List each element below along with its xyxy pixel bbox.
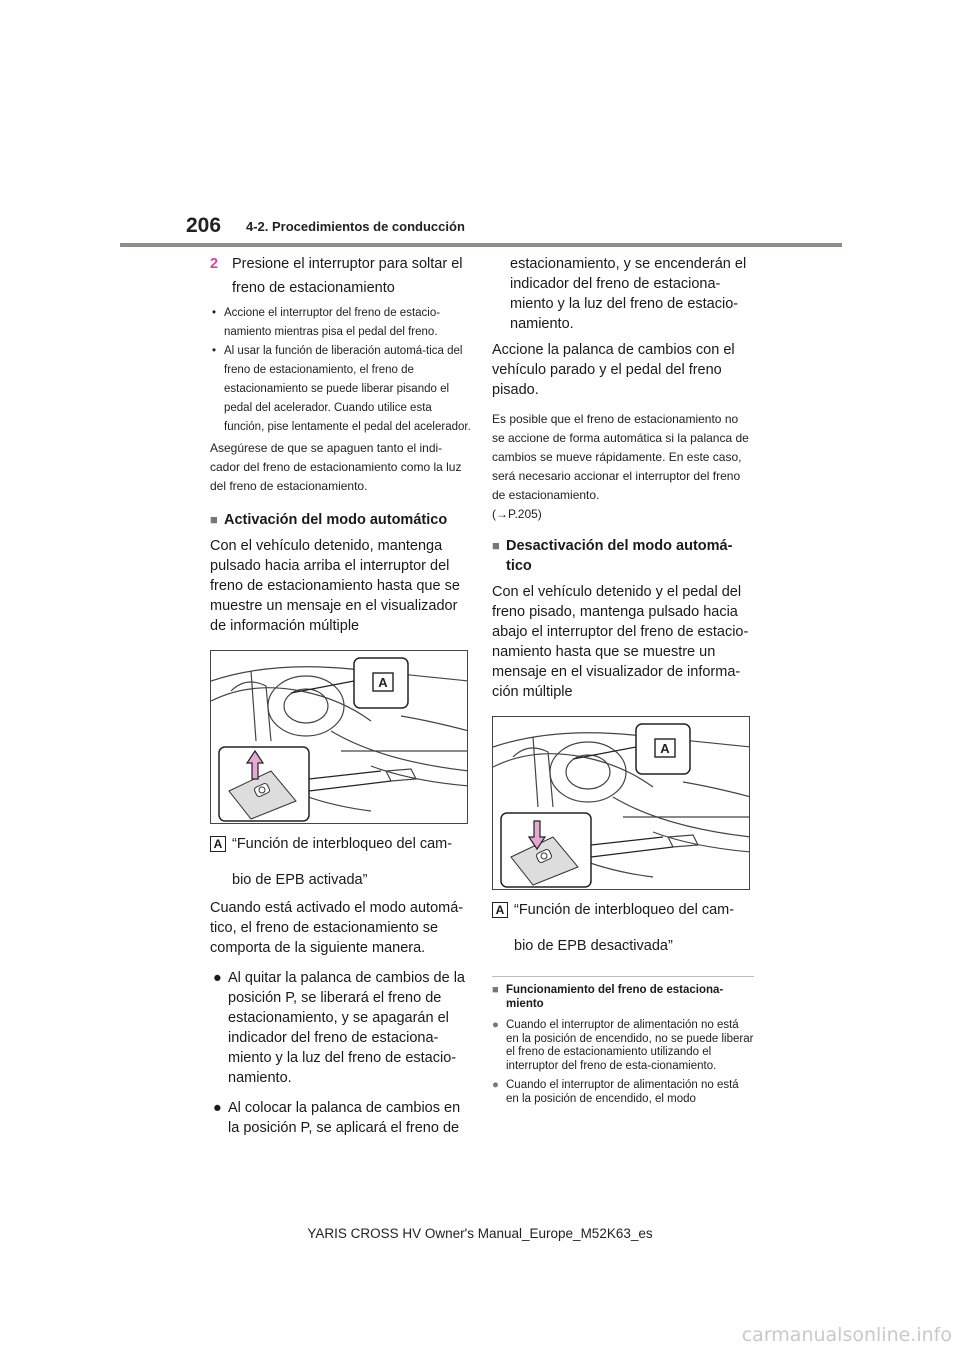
bullet-item [210, 968, 472, 1088]
caption-line2: bio de EPB activada” [232, 872, 368, 888]
bullet-item [210, 1098, 472, 1138]
note-item-text: Cuando el interruptor de alimentación no está en la posición de encendido, el modo [506, 1079, 739, 1105]
figure-label: A [660, 741, 670, 756]
step-text [232, 252, 463, 300]
bullet-dot-icon: ● [492, 1079, 499, 1091]
small-bullet-text: Accione el interruptor del freno de estacio-namiento mientras pisa el pedal del freno. [224, 307, 441, 338]
figure-caption [492, 898, 754, 958]
caption-line2: bio de EPB desactivada” [514, 938, 673, 954]
paragraph: Con el vehículo detenido, mantenga pulsado hacia arriba el interruptor del freno de estacionamiento hasta que se muestre un mensaje en el visualizador de información múltiple [210, 538, 460, 634]
dashboard-illustration [493, 717, 750, 890]
label-tag: A [210, 836, 226, 852]
bullet-dot-icon: ● [213, 970, 222, 986]
note-text: Asegúrese de que se apaguen tanto el indi-cador del freno de estacionamiento como la luz del freno de estacionamiento. [210, 441, 462, 493]
small-note-text: Es posible que el freno de estacionamiento no se accione de forma automática si la palanca de cambios se mueve rápidamente. En este caso, será necesario accionar el interruptor del freno de estacionamiento. [492, 412, 749, 502]
label-tag: A [492, 902, 508, 918]
caption-text [514, 898, 734, 958]
dashboard-illustration [211, 651, 468, 824]
watermark[interactable]: carmanualsonline.info [741, 1324, 952, 1346]
caption-text [232, 832, 452, 892]
bullet-dot-icon: ● [492, 1019, 499, 1031]
bullet-dot-icon: ● [213, 1100, 222, 1116]
subheading-text: Desactivación del modo automá-tico [506, 538, 733, 574]
paragraph: Accione la palanca de cambios con el vehículo parado y el pedal del freno pisado. [492, 342, 735, 398]
step-text-line2: freno de estacionamiento [232, 280, 395, 296]
square-bullet-icon: ■ [492, 538, 500, 553]
subheading-text: Activación del modo automático [224, 512, 448, 528]
bullet-dot-icon: • [212, 345, 217, 357]
small-bullet [210, 304, 472, 342]
bullet-text: Al quitar la palanca de cambios de la posición P, se liberará el freno de estacionamiento, y se apagarán el indicador del freno de estaciona-miento y la luz del freno de estacio-namiento. [228, 970, 465, 1086]
right-column [492, 252, 754, 1106]
figure-caption [210, 832, 472, 892]
header-rule [120, 243, 842, 247]
notes-heading-text: Funcionamiento del freno de estaciona-miento [506, 984, 724, 1010]
note-item [492, 1079, 754, 1106]
figure-label: A [378, 675, 388, 690]
section-title: 4-2. Procedimientos de conducción [246, 219, 465, 234]
small-bullet [210, 342, 472, 437]
paragraph-continued: estacionamiento, y se encenderán el indicador del freno de estaciona-miento y la luz del freno de estacio-namiento. [510, 256, 747, 332]
note-item-text: Cuando el interruptor de alimentación no está en la posición de encendido, no se puede liberar el freno de estacionamiento utilizando el interruptor del freno de esta-cionamiento. [506, 1019, 754, 1072]
paragraph: Cuando está activado el modo automá-tico, el freno de estacionamiento se comporta de la siguiente manera. [210, 900, 464, 956]
page-reference: (→P.205) [492, 507, 542, 521]
figure-epb-activate [210, 650, 468, 824]
footer: YARIS CROSS HV Owner's Manual_Europe_M52K63_es [307, 1226, 653, 1241]
notes-divider [492, 976, 754, 977]
step-2 [210, 252, 472, 300]
small-bullet-text: Al usar la función de liberación automá-tica del freno de estacionamiento, el freno de estacionamiento se puede liberar pisando el pedal del acelerador. Cuando utilice esta función, pise lentamente el pedal del acelerador. [224, 345, 471, 433]
small-note [492, 410, 754, 524]
page-number: 206 [186, 214, 222, 237]
figure-epb-deactivate [492, 716, 750, 890]
subheading [210, 510, 472, 530]
square-bullet-icon: ■ [210, 512, 218, 527]
square-bullet-icon: ■ [492, 984, 499, 996]
left-column [210, 252, 472, 1138]
notes-heading [492, 983, 754, 1011]
step-number: 2 [210, 256, 219, 272]
paragraph: Con el vehículo detenido y el pedal del freno pisado, mantenga pulsado hacia abajo el interruptor del freno de estacio-namiento hasta que se muestre un mensaje en el visualizador de informa-ción múltiple [492, 584, 749, 700]
caption-line1: “Función de interbloqueo del cam- [514, 902, 735, 918]
note-item [492, 1019, 754, 1073]
subheading [492, 536, 754, 576]
bullet-text: Al colocar la palanca de cambios en la posición P, se aplicará el freno de [228, 1100, 461, 1136]
caption-line1: “Función de interbloqueo del cam- [232, 836, 453, 852]
step-text-line1: Presione el interruptor para soltar el [232, 256, 463, 272]
bullet-dot-icon: • [212, 307, 217, 319]
